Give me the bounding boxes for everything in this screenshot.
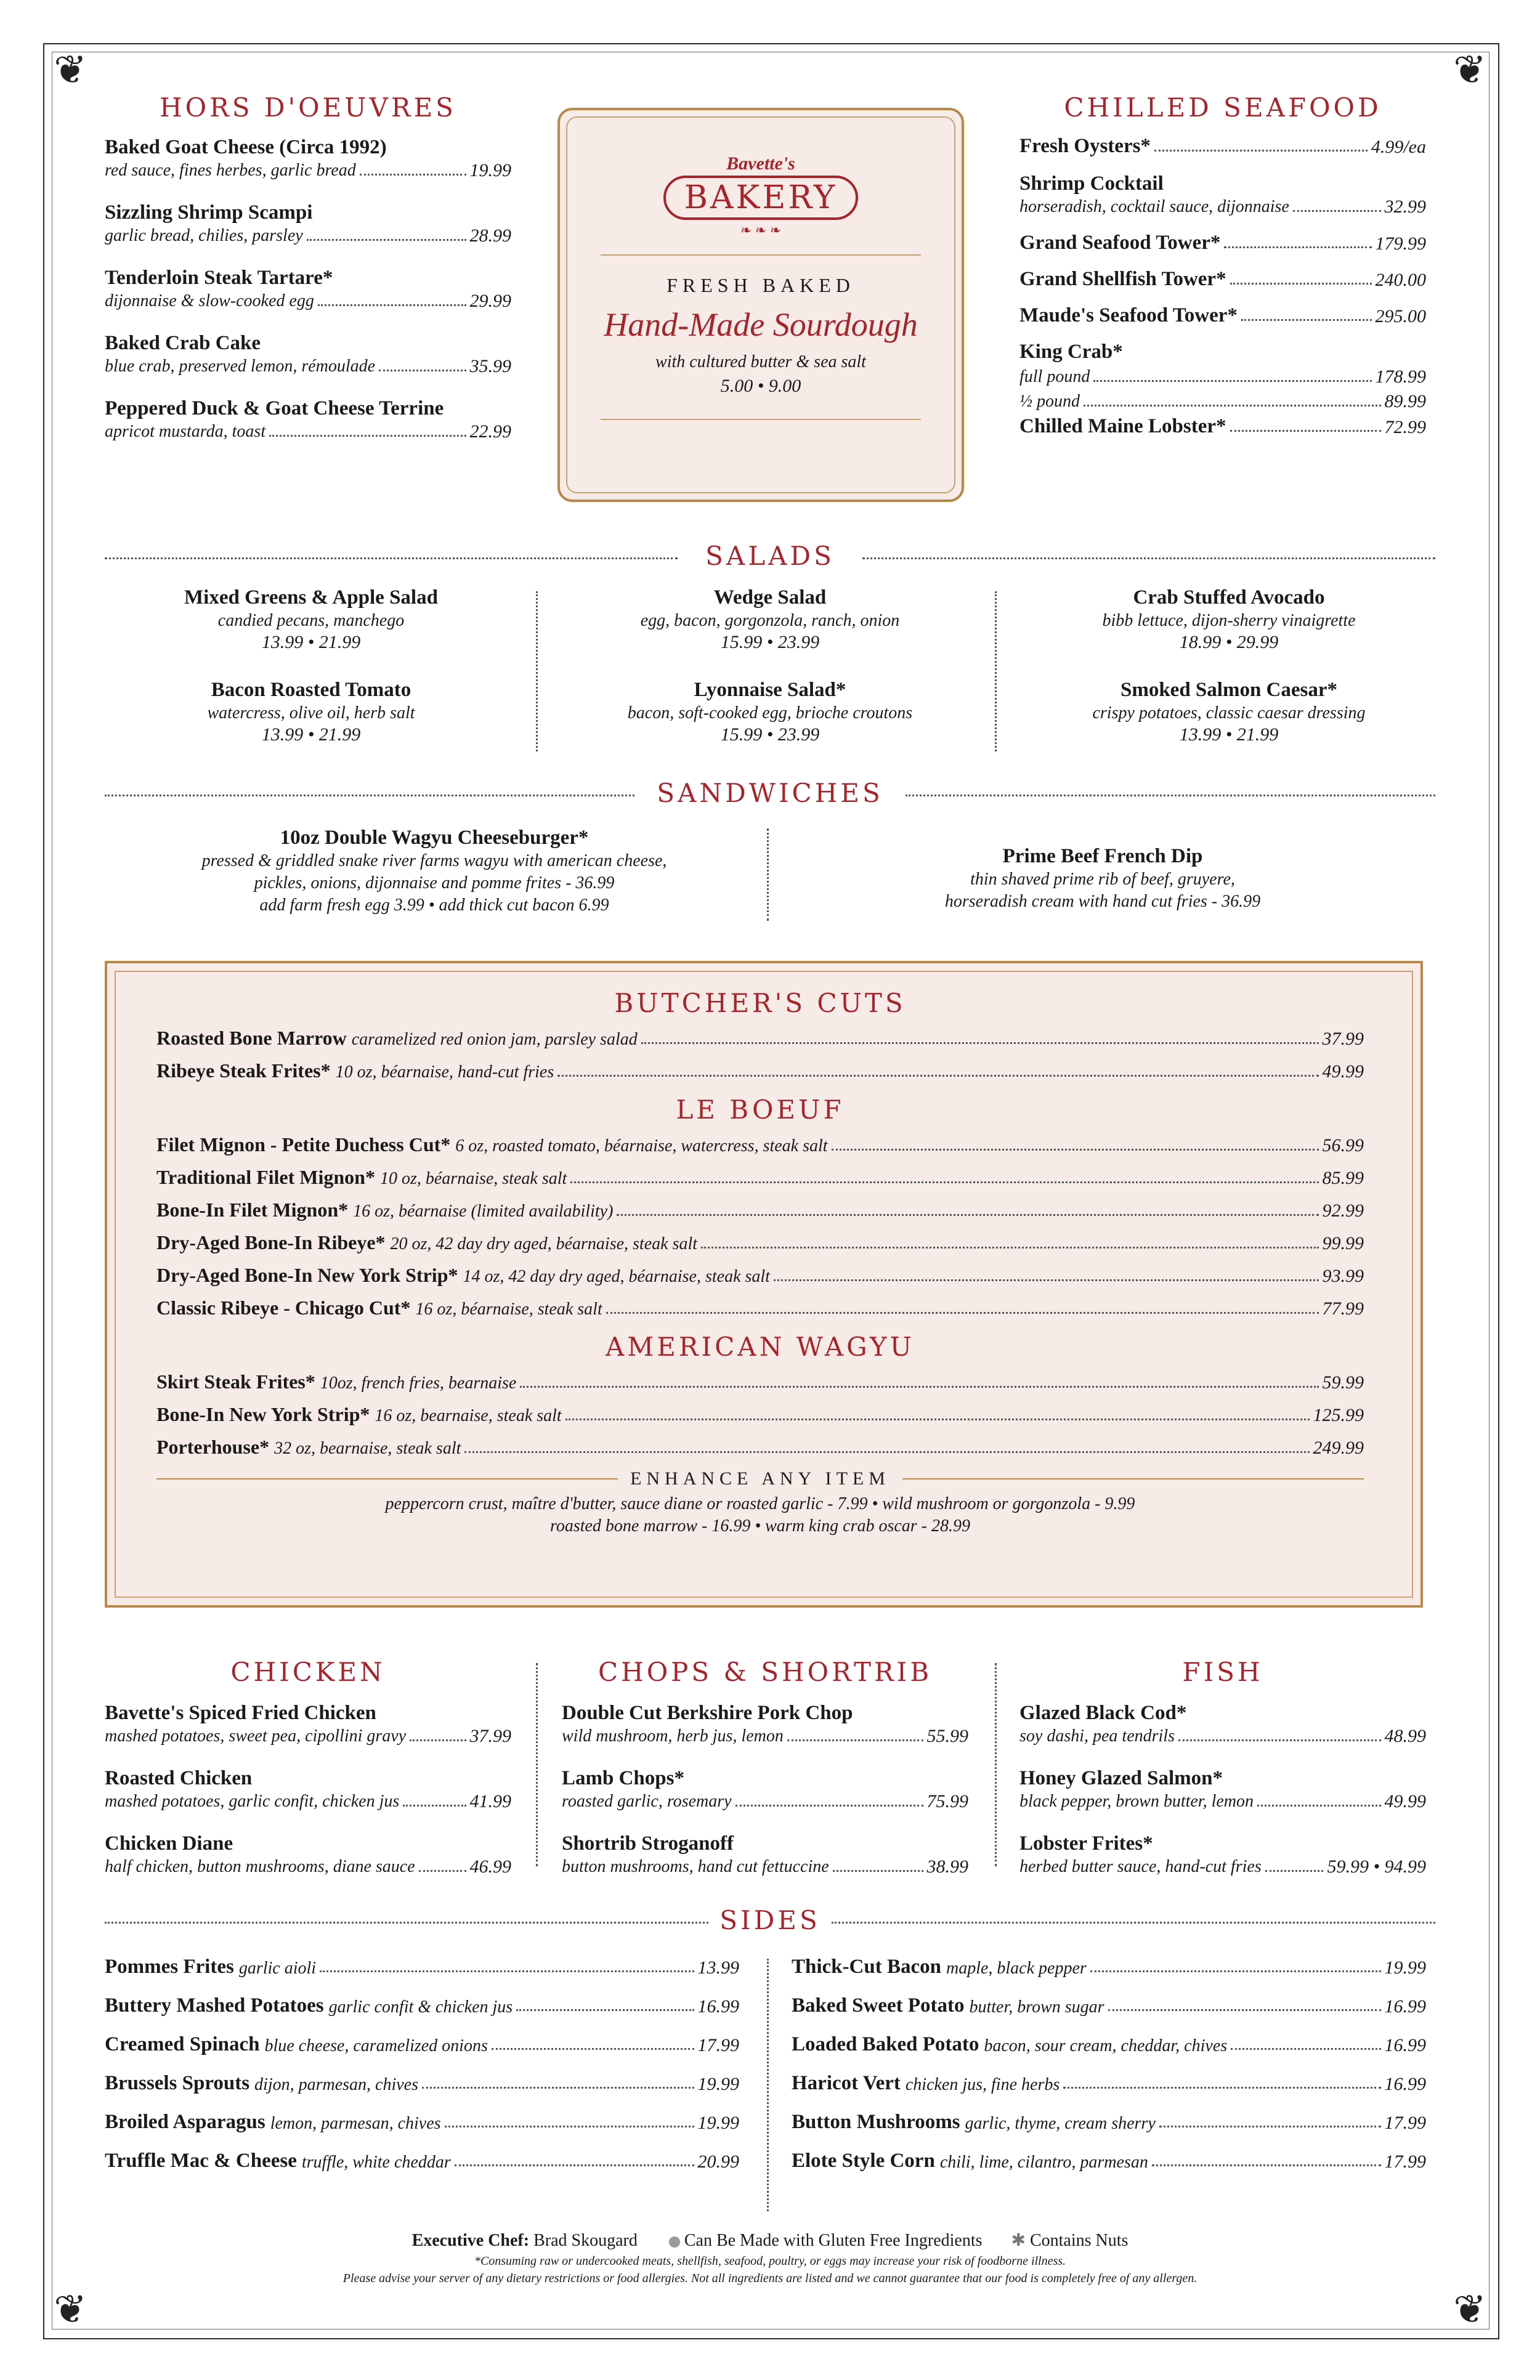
gluten-free-icon	[669, 2236, 680, 2248]
bakery-script: Hand-Made Sourdough	[604, 306, 918, 343]
item-price: 249.99	[1313, 1438, 1364, 1458]
item-price: 32.99	[1384, 196, 1426, 217]
item-desc: watercress, olive oil, herb salt	[207, 703, 415, 722]
item-name: Broiled Asparagus	[105, 2111, 265, 2133]
item-price: 55.99	[926, 1726, 968, 1746]
item-price: 17.99	[697, 2035, 739, 2055]
item-name: Smoked Salmon Caesar*	[1120, 679, 1338, 701]
item-desc: 6 oz, roasted tomato, béarnaise, watercress, steak salt	[455, 1136, 828, 1156]
item-price: 89.99	[1384, 391, 1426, 411]
corner-ornament-icon: ❦	[54, 2288, 87, 2331]
menu-item	[105, 1831, 511, 1878]
item-price: 56.99	[1322, 1135, 1364, 1156]
item-desc: 10oz, french fries, bearnaise	[320, 1374, 517, 1393]
section-title: FISH	[1182, 1657, 1263, 1687]
item-price: 16.99	[1384, 2074, 1426, 2094]
item-name: Chilled Maine Lobster*	[1019, 415, 1226, 437]
item-price: 125.99	[1313, 1405, 1364, 1425]
item-name: Glazed Black Cod*	[1019, 1702, 1187, 1724]
item-price: 13.99 • 21.99	[261, 724, 361, 745]
item-desc: lemon, parmesan, chives	[270, 2114, 441, 2133]
item-desc: garlic confit & chicken jus	[328, 1997, 513, 2017]
section-title: HORS D'OEUVRES	[160, 92, 456, 123]
item-desc: garlic, thyme, cream sherry	[965, 2114, 1156, 2133]
menu-item	[1019, 268, 1426, 291]
menu-item	[1019, 304, 1426, 327]
menu-item	[1019, 415, 1426, 438]
item-desc: maple, black pepper	[946, 1959, 1087, 1978]
item-price: 92.99	[1322, 1200, 1364, 1221]
item-desc: candied pecans, manchego	[217, 611, 405, 630]
menu-item	[1019, 341, 1426, 363]
item-desc: red sauce, fines herbes, garlic bread	[105, 161, 356, 180]
sandwiches-divider	[906, 795, 1435, 796]
menu-item	[156, 1027, 1364, 1050]
item-desc: garlic aioli	[238, 1959, 317, 1978]
item-desc: blue cheese, caramelized onions	[264, 2036, 488, 2055]
menu-item	[1019, 366, 1426, 388]
sandwich-item: 10oz Double Wagyu Cheeseburger* pressed & griddled snake river farms wagyu with american cheese, pickles, onions, dijonnaise and pomme frites - 36.99 add farm fresh egg 3.99 • add thick cut bacon 6.99	[201, 827, 667, 915]
corner-ornament-icon: ❦	[1453, 2288, 1486, 2331]
item-desc: truffle, white cheddar	[301, 2153, 451, 2172]
item-name: Classic Ribeye - Chicago Cut*	[156, 1297, 411, 1319]
item-name: Mixed Greens & Apple Salad	[184, 586, 438, 609]
item-desc: bacon, sour cream, cheddar, chives	[984, 2036, 1228, 2055]
item-name: Crab Stuffed Avocado	[1133, 586, 1325, 609]
menu-item	[1019, 232, 1426, 254]
item-name: Dry-Aged Bone-In Ribeye*	[156, 1231, 386, 1253]
item-price: 37.99	[469, 1726, 511, 1746]
section-title: CHOPS & SHORTRIB	[598, 1657, 933, 1687]
item-price: 93.99	[1322, 1266, 1364, 1286]
item-name: Double Cut Berkshire Pork Chop	[562, 1702, 853, 1724]
side-item	[105, 1956, 739, 1978]
item-price: 22.99	[469, 421, 511, 442]
item-name: Pommes Frites	[105, 1956, 234, 1978]
item-price: 99.99	[1322, 1233, 1364, 1253]
item-desc: button mushrooms, hand cut fettuccine	[562, 1857, 829, 1876]
menu-item	[156, 1199, 1364, 1221]
item-price: 13.99 • 21.99	[261, 632, 361, 652]
item-price: 4.99/ea	[1371, 137, 1426, 157]
item-desc: chili, lime, cilantro, parmesan	[939, 2153, 1148, 2172]
chicken-section	[105, 1657, 511, 1896]
item-name: Tenderloin Steak Tartare*	[105, 267, 333, 289]
footer-disclaimer: Please advise your server of any dietary restrictions or food allergies. Not all ingredients are listed and we cannot guarantee that our food is completely free of any allergen.	[342, 2272, 1198, 2285]
item-desc: full pound	[1019, 367, 1090, 386]
item-price: 16.99	[1384, 2035, 1426, 2055]
wheat-icon: ❧ ❧ ❧	[740, 222, 782, 238]
menu-item	[1019, 1831, 1426, 1878]
chilled-seafood-section	[1019, 92, 1426, 451]
item-price: 46.99	[469, 1856, 511, 1877]
item-desc: soy dashi, pea tendrils	[1019, 1726, 1175, 1746]
item-desc: herbed butter sauce, hand-cut fries	[1019, 1857, 1262, 1876]
item-name: Bone-In Filet Mignon*	[156, 1199, 349, 1221]
item-name: Baked Sweet Potato	[792, 1994, 965, 2017]
section-title: AMERICAN WAGYU	[605, 1332, 915, 1362]
item-name: Bavette's Spiced Fried Chicken	[105, 1702, 376, 1724]
item-name: Button Mushrooms	[792, 2111, 960, 2133]
section-title: CHICKEN	[230, 1657, 386, 1687]
side-item	[105, 2150, 739, 2172]
item-price: 48.99	[1384, 1726, 1426, 1746]
fish-section	[1019, 1657, 1426, 1896]
menu-item	[156, 1231, 1364, 1254]
item-name: Lobster Frites*	[1019, 1832, 1153, 1855]
menu-item	[156, 1264, 1364, 1287]
item-price: 85.99	[1322, 1168, 1364, 1188]
item-name: Loaded Baked Potato	[792, 2033, 979, 2055]
item-name: Truffle Mac & Cheese	[105, 2150, 297, 2172]
item-name: Chicken Diane	[105, 1832, 233, 1855]
bakery-prices: 5.00 • 9.00	[720, 376, 801, 396]
item-desc: butter, brown sugar	[969, 1997, 1104, 2017]
menu-item	[562, 1766, 968, 1813]
salads-grid	[105, 585, 1435, 751]
item-desc: bibb lettuce, dijon-sherry vinaigrette	[1102, 611, 1356, 630]
footer-legend: Executive Chef: Brad Skougard Can Be Made with Gluten Free Ingredients ✱ Contains Nuts	[411, 2231, 1129, 2250]
side-item	[105, 2033, 739, 2056]
item-desc: 16 oz, béarnaise (limited availability)	[353, 1202, 614, 1221]
menu-item	[1019, 1766, 1426, 1813]
item-price: 18.99 • 29.99	[1179, 632, 1279, 652]
item-desc: black pepper, brown butter, lemon	[1019, 1792, 1254, 1811]
item-price: 59.99 • 94.99	[1327, 1856, 1426, 1877]
item-desc: 10 oz, béarnaise, hand-cut fries	[335, 1062, 554, 1082]
item-desc: half chicken, button mushrooms, diane sauce	[105, 1857, 415, 1876]
section-title: BUTCHER'S CUTS	[614, 988, 906, 1018]
item-price: 17.99	[1384, 2113, 1426, 2133]
salad-item	[1023, 585, 1435, 653]
menu-item	[1019, 1701, 1426, 1747]
item-name: Brussels Sprouts	[105, 2072, 250, 2094]
menu-item	[105, 331, 511, 378]
item-price: 35.99	[469, 356, 511, 376]
butcher-panel	[105, 961, 1423, 1608]
sides-divider	[832, 1922, 1435, 1924]
item-desc: 16 oz, béarnaise, steak salt	[415, 1300, 602, 1319]
nut-icon: ✱	[1011, 2231, 1026, 2250]
item-price: 15.99 • 23.99	[720, 632, 820, 652]
salads-divider	[105, 557, 678, 559]
item-price: 20.99	[697, 2151, 739, 2172]
item-desc: dijon, parmesan, chives	[254, 2075, 419, 2094]
item-name: Lyonnaise Salad*	[694, 679, 846, 701]
column-divider	[536, 1663, 538, 1866]
item-price: 17.99	[1384, 2151, 1426, 2172]
section-title: LE BOEUF	[676, 1095, 845, 1125]
item-desc: dijonnaise & slow-cooked egg	[105, 291, 314, 310]
menu-item	[105, 1766, 511, 1813]
chops-section	[562, 1657, 968, 1896]
item-name: Traditional Filet Mignon*	[156, 1166, 375, 1188]
menu-item	[1019, 135, 1426, 158]
item-name: Sizzling Shrimp Scampi	[105, 201, 313, 224]
sides-left-column	[105, 1956, 739, 2188]
item-desc: bacon, soft-cooked egg, brioche croutons	[627, 703, 913, 722]
column-divider	[995, 1663, 997, 1866]
item-name: Porterhouse*	[156, 1436, 270, 1458]
item-price: 15.99 • 23.99	[720, 724, 820, 745]
item-name: Ribeye Steak Frites*	[156, 1059, 331, 1082]
item-name: King Crab*	[1019, 341, 1123, 363]
menu-item	[156, 1370, 1364, 1393]
side-item	[105, 2111, 739, 2134]
item-name: Roasted Chicken	[105, 1767, 253, 1789]
item-price: 77.99	[1322, 1298, 1364, 1319]
item-name: Shrimp Cocktail	[1019, 172, 1164, 195]
item-desc: 10 oz, béarnaise, steak salt	[379, 1169, 567, 1188]
item-price: 29.99	[469, 291, 511, 311]
item-price: 19.99	[1384, 1957, 1426, 1978]
salads-divider	[862, 557, 1435, 559]
side-item	[792, 1956, 1426, 1978]
menu-item	[156, 1059, 1364, 1082]
item-price: 75.99	[926, 1791, 968, 1811]
item-price: 49.99	[1384, 1791, 1426, 1811]
bakery-subtitle: FRESH BAKED	[667, 274, 855, 296]
item-desc: wild mushroom, herb jus, lemon	[562, 1726, 784, 1746]
item-name: Wedge Salad	[713, 586, 827, 609]
item-price: 13.99	[697, 1957, 739, 1978]
item-name: Fresh Oysters*	[1019, 135, 1151, 157]
item-name: Baked Goat Cheese (Circa 1992)	[105, 136, 387, 158]
side-item	[792, 2033, 1426, 2056]
item-name: Dry-Aged Bone-In New York Strip*	[156, 1264, 458, 1286]
item-price: 37.99	[1322, 1029, 1364, 1049]
column-divider	[767, 828, 769, 921]
item-name: Buttery Mashed Potatoes	[105, 1994, 324, 2017]
item-name: Grand Seafood Tower*	[1019, 232, 1221, 254]
item-desc: 32 oz, bearnaise, steak salt	[274, 1439, 461, 1458]
salad-item	[1023, 678, 1435, 745]
side-item	[105, 2072, 739, 2095]
item-name: Honey Glazed Salmon*	[1019, 1767, 1223, 1789]
item-price: 59.99	[1322, 1372, 1364, 1393]
menu-item	[156, 1403, 1364, 1426]
side-item	[792, 2150, 1426, 2172]
item-name: Peppered Duck & Goat Cheese Terrine	[105, 397, 444, 419]
salad-item	[564, 678, 976, 745]
item-price: 16.99	[1384, 1996, 1426, 2017]
item-desc: horseradish, cocktail sauce, dijonnaise	[1019, 197, 1289, 216]
menu-item	[105, 200, 511, 247]
item-desc: egg, bacon, gorgonzola, ranch, onion	[640, 611, 900, 630]
sides-title: SIDES	[719, 1905, 821, 1935]
corner-ornament-icon: ❦	[54, 48, 87, 92]
item-price: 28.99	[469, 225, 511, 246]
item-name: Filet Mignon - Petite Duchess Cut*	[156, 1133, 451, 1156]
menu-item	[562, 1831, 968, 1878]
item-name: Thick-Cut Bacon	[792, 1956, 941, 1978]
item-name: Bone-In New York Strip*	[156, 1403, 370, 1425]
item-desc: 20 oz, 42 day dry aged, béarnaise, steak salt	[390, 1234, 698, 1253]
item-desc: blue crab, preserved lemon, rémoulade	[105, 357, 376, 376]
item-price: 49.99	[1322, 1061, 1364, 1082]
item-price: 38.99	[926, 1856, 968, 1877]
column-divider	[767, 1959, 769, 2211]
item-desc: 14 oz, 42 day dry aged, béarnaise, steak salt	[463, 1267, 770, 1286]
side-item	[792, 1994, 1426, 2017]
side-item	[105, 1994, 739, 2017]
sandwiches-title: SANDWICHES	[657, 778, 883, 808]
menu-item	[156, 1133, 1364, 1156]
sandwiches-divider	[105, 795, 634, 796]
item-name: Shortrib Stroganoff	[562, 1832, 734, 1855]
enhance-title: ENHANCE ANY ITEM	[630, 1468, 890, 1489]
item-price: 72.99	[1384, 417, 1426, 437]
item-price: 179.99	[1375, 233, 1426, 254]
item-price: 41.99	[469, 1791, 511, 1811]
item-price: 19.99	[697, 2074, 739, 2094]
item-price: 13.99 • 21.99	[1179, 724, 1279, 745]
item-price: 178.99	[1375, 366, 1426, 387]
item-desc: mashed potatoes, garlic confit, chicken jus	[105, 1792, 400, 1811]
item-desc: mashed potatoes, sweet pea, cipollini gravy	[105, 1726, 407, 1746]
item-desc: apricot mustarda, toast	[105, 422, 266, 441]
column-divider	[536, 591, 538, 751]
item-name: Creamed Spinach	[105, 2033, 260, 2055]
menu-item	[1019, 171, 1426, 218]
item-name: Skirt Steak Frites*	[156, 1370, 315, 1393]
enhance-line: peppercorn crust, maître d'butter, sauce diane or roasted garlic - 7.99 • wild mushroom or gorgonzola - 9.99	[385, 1494, 1135, 1513]
item-name: Haricot Vert	[792, 2072, 901, 2094]
item-desc: caramelized red onion jam, parsley salad	[351, 1030, 638, 1049]
sides-divider	[105, 1922, 708, 1924]
menu-item	[156, 1297, 1364, 1319]
corner-ornament-icon: ❦	[1453, 48, 1486, 92]
item-name: Roasted Bone Marrow	[156, 1027, 347, 1049]
sides-right-column	[792, 1956, 1426, 2188]
item-name: Elote Style Corn	[792, 2150, 935, 2172]
salads-title: SALADS	[705, 541, 835, 571]
side-item	[792, 2072, 1426, 2095]
bakery-logo: BAKERY	[663, 176, 858, 220]
side-item	[792, 2111, 1426, 2134]
menu-item	[156, 1436, 1364, 1459]
menu-item	[562, 1701, 968, 1747]
item-name: Bacon Roasted Tomato	[211, 679, 411, 701]
salad-item	[564, 585, 976, 653]
item-name: Baked Crab Cake	[105, 332, 261, 354]
sandwich-item: Prime Beef French Dip thin shaved prime rib of beef, gruyere, horseradish cream with hand cut fries - 36.99	[944, 845, 1261, 911]
section-title: CHILLED SEAFOOD	[1064, 92, 1382, 123]
item-price: 19.99	[469, 160, 511, 180]
item-desc: crispy potatoes, classic caesar dressing	[1092, 703, 1366, 722]
menu-item	[105, 135, 511, 182]
item-name: Lamb Chops*	[562, 1767, 684, 1789]
bakery-desc: with cultured butter & sea salt	[655, 352, 866, 371]
menu-item	[105, 396, 511, 443]
menu-item	[1019, 391, 1426, 413]
menu-item	[156, 1166, 1364, 1189]
item-price: 295.00	[1375, 306, 1426, 326]
item-price: 19.99	[697, 2113, 739, 2133]
item-desc: ½ pound	[1019, 392, 1080, 411]
item-desc: chicken jus, fine herbs	[905, 2075, 1060, 2094]
enhance-line: roasted bone marrow - 16.99 • warm king crab oscar - 28.99	[549, 1516, 971, 1536]
item-name: Grand Shellfish Tower*	[1019, 268, 1226, 290]
bakery-logo-top: Bavette's	[726, 153, 795, 174]
footer-disclaimer: *Consuming raw or undercooked meats, shellfish, seafood, poultry, or eggs may increase your risk of foodborne illness.	[474, 2254, 1066, 2268]
salad-item	[105, 678, 517, 745]
column-divider	[995, 591, 997, 751]
item-price: 16.99	[697, 1996, 739, 2017]
item-desc: garlic bread, chilies, parsley	[105, 226, 303, 245]
salad-item	[105, 585, 517, 653]
item-price: 240.00	[1375, 270, 1426, 290]
item-desc: roasted garlic, rosemary	[562, 1792, 732, 1811]
menu-item	[105, 265, 511, 312]
bakery-panel	[557, 108, 964, 502]
item-desc: 16 oz, bearnaise, steak salt	[375, 1406, 562, 1425]
menu-item	[105, 1701, 511, 1747]
item-name: Maude's Seafood Tower*	[1019, 304, 1238, 326]
hors-doeuvres-section	[105, 92, 511, 461]
